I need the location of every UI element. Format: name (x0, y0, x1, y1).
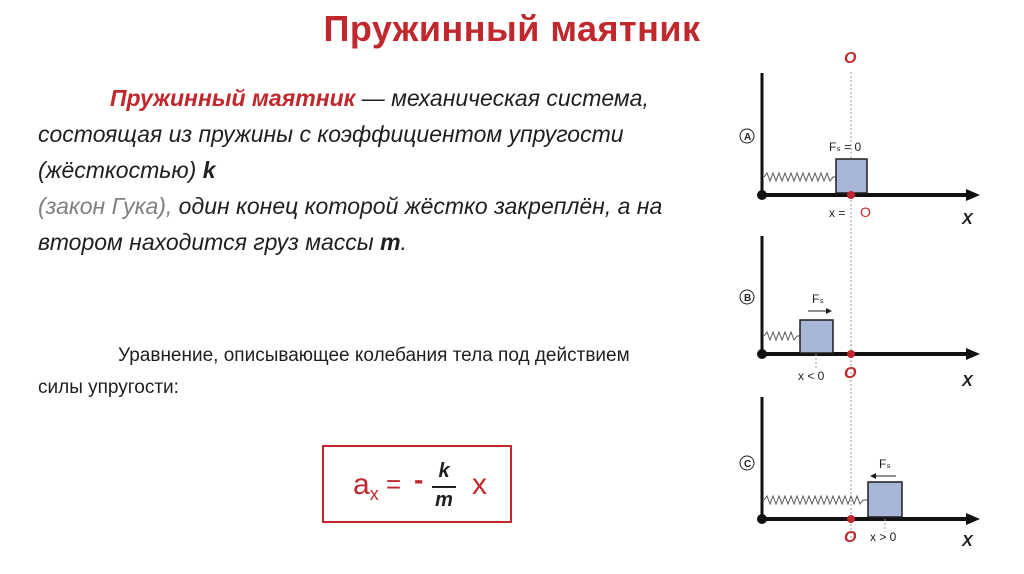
axis-origin-dot-c (757, 514, 767, 524)
panel-marker-c: C (744, 459, 752, 470)
force-label-b: Fₛ (812, 292, 824, 306)
formula-x: x (472, 468, 487, 501)
formula-subscript: x (369, 484, 379, 504)
axis-label-b: X (962, 373, 973, 390)
force-label-c: Fₛ (879, 457, 891, 471)
definition-text-1: — механическая система, состоящая из пружины с коэффициентом упругости (жёсткостью) (38, 85, 649, 183)
position-label-c: x > 0 (870, 530, 897, 544)
position-label-b: x < 0 (798, 369, 825, 383)
axis-arrow-c (966, 513, 980, 525)
definition-end: . (400, 229, 407, 255)
force-arrow-head-c (870, 473, 876, 479)
slide-title: Пружинный маятник (323, 8, 701, 49)
origin-dot-c (847, 515, 855, 523)
force-arrow-head-b (826, 308, 832, 314)
position-label-a: x = (829, 206, 846, 220)
force-label-a: Fₛ = 0 (829, 140, 862, 154)
spring-a (764, 173, 836, 181)
formula-equals: = (386, 469, 402, 499)
position-value-a: O (860, 204, 871, 220)
definition-m: m (380, 229, 401, 255)
panel-marker-b: B (744, 293, 752, 304)
hooke-law-note: (закон Гука), (38, 193, 173, 219)
origin-dot-b (847, 350, 855, 358)
definition-term: Пружинный маятник (110, 85, 356, 111)
equation-intro-text: Уравнение, описывающее колебания тела под действием силы упругости: (38, 345, 630, 398)
mass-block-b (800, 320, 833, 353)
spring-b (764, 332, 800, 340)
spring-c (764, 496, 868, 504)
panel-b (740, 236, 980, 390)
axis-arrow-b (966, 348, 980, 360)
definition-text-2: один конец которой жёстко закреплён, а на втором находится груз массы (38, 193, 663, 255)
axis-label-a: X (962, 211, 973, 228)
axis-origin-dot-b (757, 349, 767, 359)
origin-label-b: O (844, 365, 857, 382)
origin-dot-a (847, 191, 855, 199)
axis-label-c: X (962, 533, 973, 550)
panel-a (740, 73, 980, 228)
mass-block-a (836, 159, 867, 193)
axis-origin-dot-a (757, 190, 767, 200)
mass-block-c (868, 482, 902, 517)
formula-denominator: m (435, 489, 453, 511)
panel-marker-a: A (744, 132, 752, 143)
formula-numerator: k (438, 460, 450, 482)
formula-minus: - (414, 464, 424, 495)
origin-label-c: O (844, 529, 857, 546)
panel-c (740, 397, 980, 550)
formula-a: a (353, 468, 370, 501)
definition-k: k (202, 157, 216, 183)
origin-label-top: O (844, 50, 857, 67)
axis-arrow-a (966, 189, 980, 201)
